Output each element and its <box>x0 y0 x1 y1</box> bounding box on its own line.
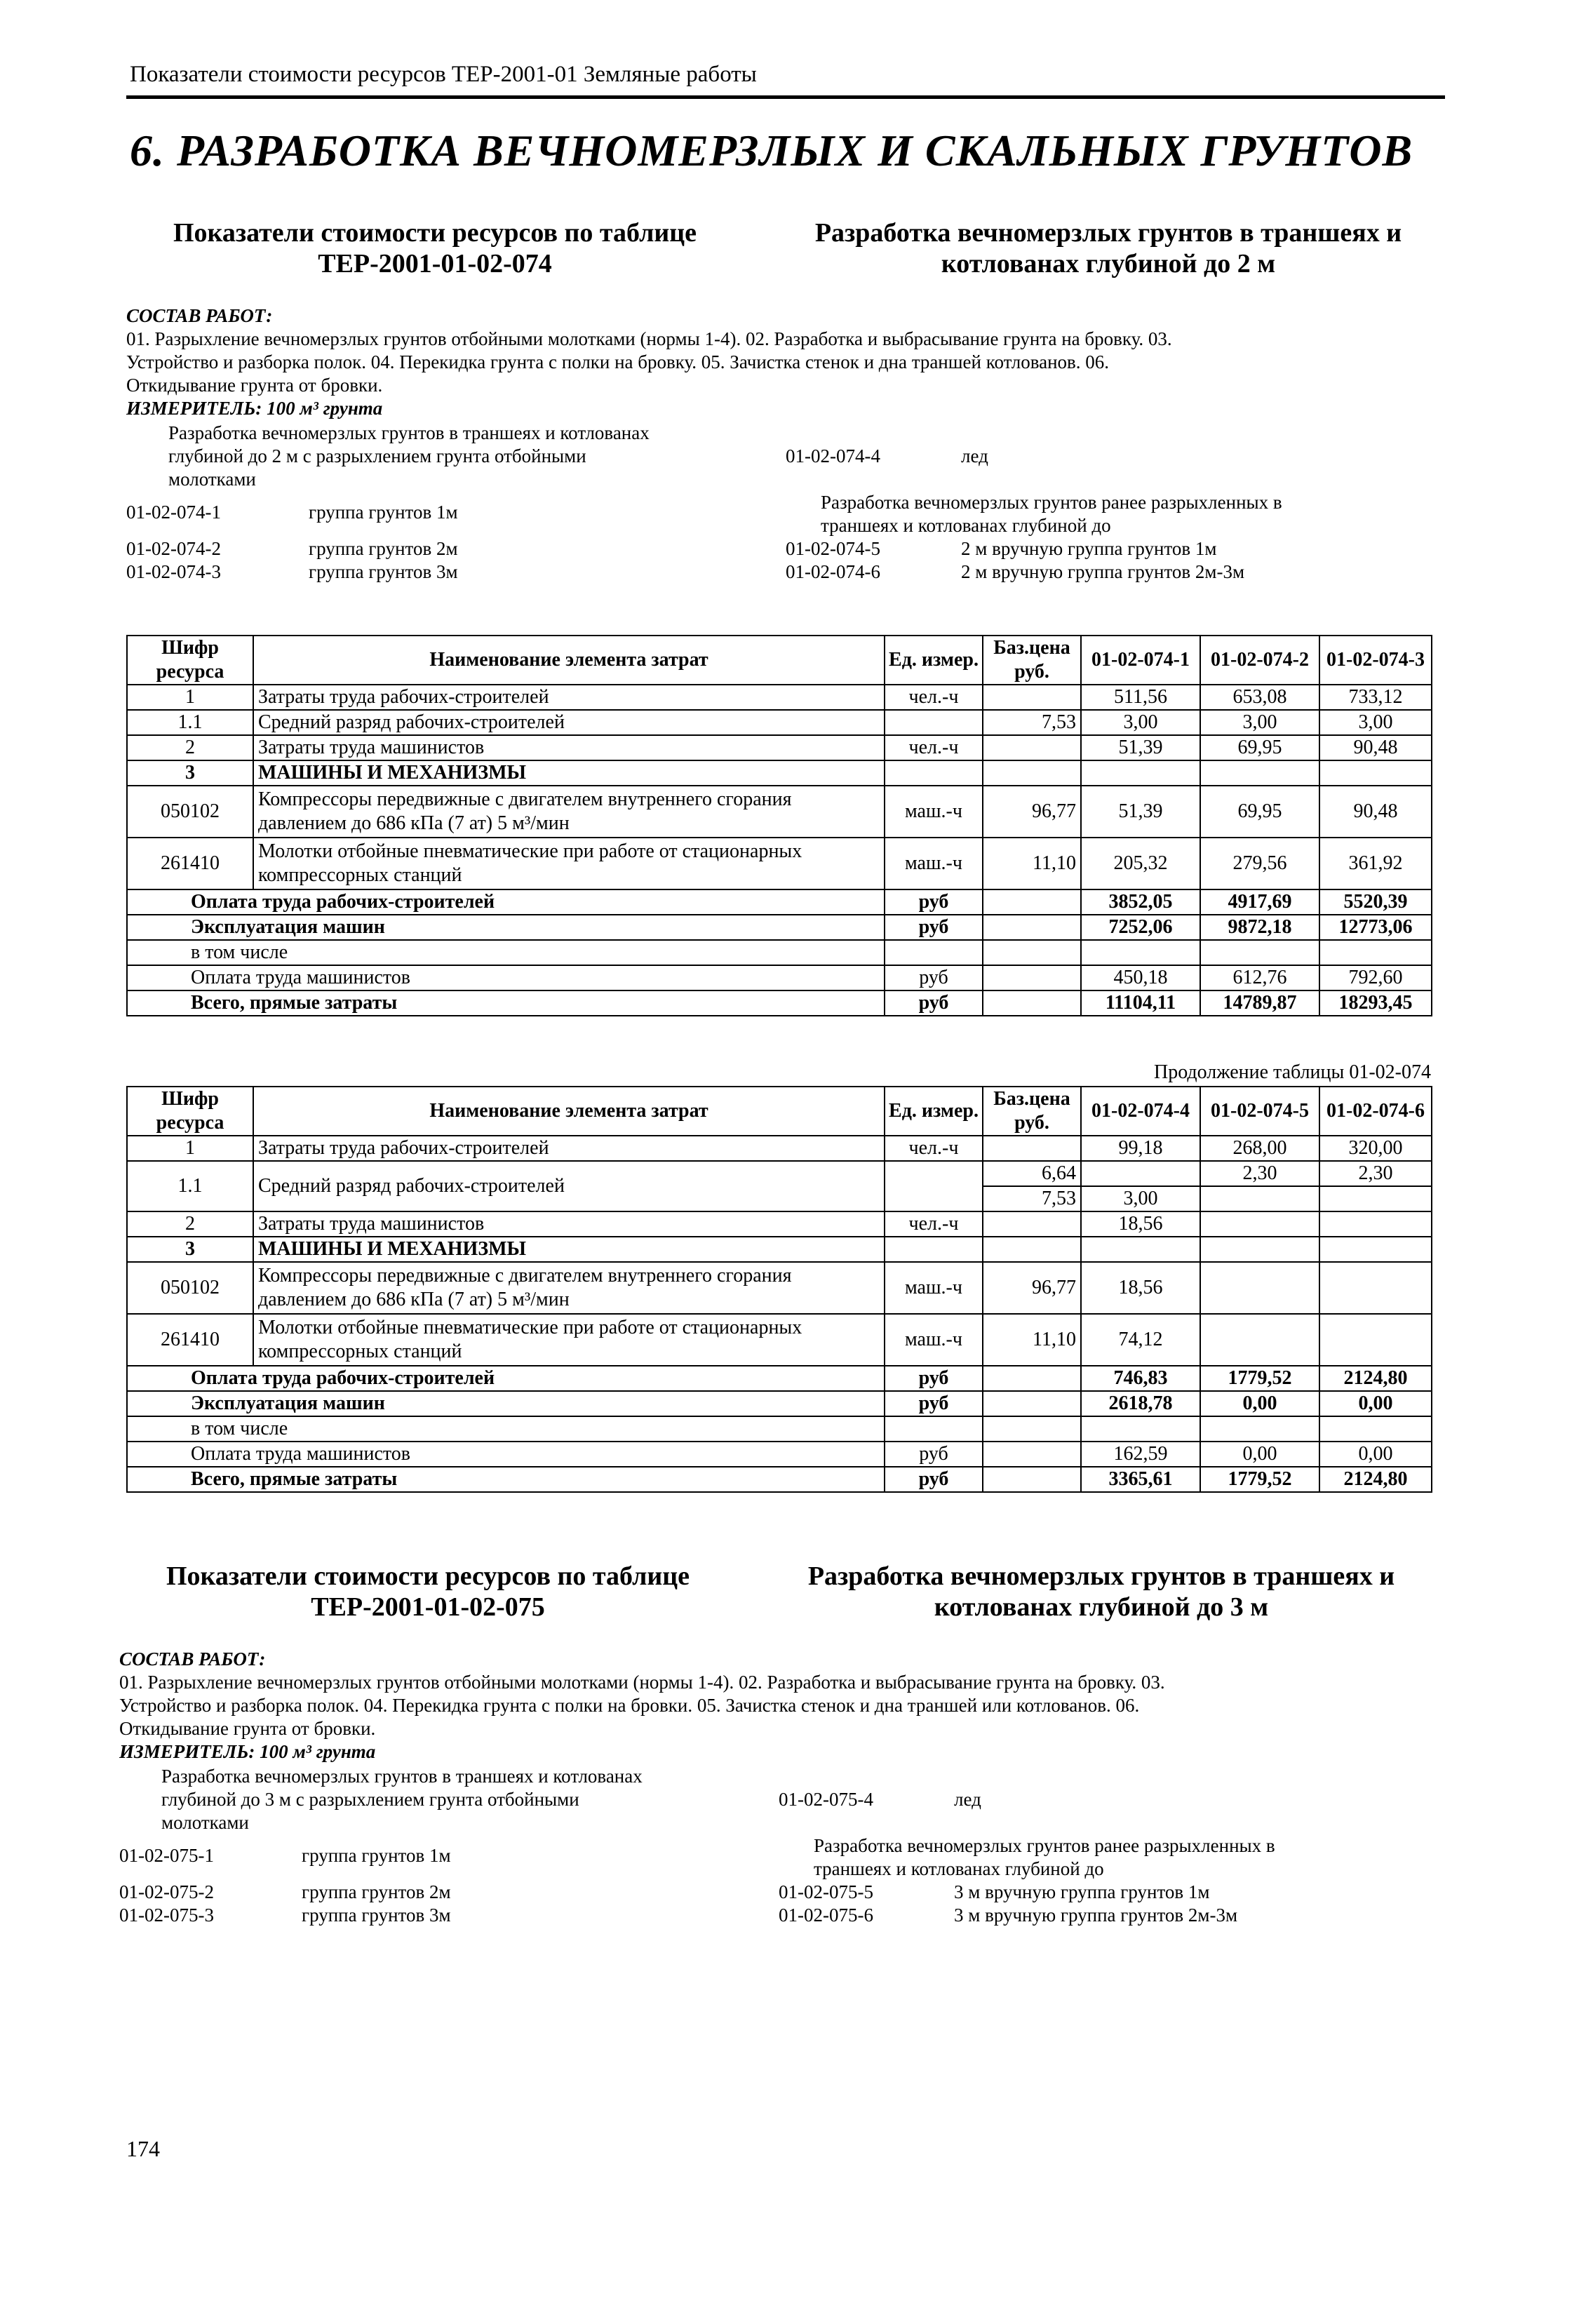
section-heading <box>126 217 1445 279</box>
norm-code: 01-02-075-5 <box>779 1881 873 1902</box>
norm-text: 2 м вручную группа грунтов 2м-3м <box>961 561 1245 582</box>
code-cell: 261410 <box>127 838 253 889</box>
norm-text: 3 м вручную группа грунтов 2м-3м <box>954 1905 1238 1926</box>
table-row <box>127 1136 1432 1161</box>
value-cell <box>1200 1416 1319 1442</box>
value-cell: 162,59 <box>1081 1442 1200 1467</box>
value-cell: 7252,06 <box>1081 915 1200 940</box>
price-cell: 11,10 <box>983 1314 1081 1366</box>
intro-line: Разработка вечномерзлых грунтов в траншеях и котлованах <box>161 1766 643 1787</box>
norm-text: группа грунтов 2м <box>309 538 458 559</box>
heading-line: Показатели стоимости ресурсов по таблице <box>166 1561 690 1591</box>
value-cell: 2124,80 <box>1319 1467 1432 1492</box>
heading-line: котлованах глубиной до 2 м <box>941 249 1276 278</box>
value-cell <box>1319 1416 1432 1442</box>
unit-cell: руб <box>885 1442 983 1467</box>
value-cell: 5520,39 <box>1319 889 1432 915</box>
name-cell: Молотки отбойные пневматические при работе от стационарных компрессорных станций <box>253 1314 885 1366</box>
total-name: в том числе <box>127 1416 885 1442</box>
norm-code: 01-02-075-6 <box>779 1905 873 1926</box>
table-row-total <box>127 915 1432 940</box>
price-cell <box>983 1136 1081 1161</box>
intro-line: глубиной до 3 м с разрыхлением грунта отбойными <box>161 1789 579 1810</box>
norm-text: группа грунтов 1м <box>302 1845 451 1866</box>
code-cell: 2 <box>127 1211 253 1237</box>
right-subheading <box>786 491 1445 537</box>
value-cell: 268,00 <box>1200 1136 1319 1161</box>
table-row-total <box>127 1442 1432 1467</box>
column-header: 01-02-074-3 <box>1319 636 1432 685</box>
price-cell <box>983 1366 1081 1391</box>
value-cell: 746,83 <box>1081 1366 1200 1391</box>
norm-code: 01-02-074-3 <box>126 561 221 582</box>
code-cell: 1.1 <box>127 1161 253 1211</box>
section-heading <box>119 1561 1438 1623</box>
value-cell: 9872,18 <box>1200 915 1319 940</box>
price-cell: 6,64 <box>983 1161 1081 1186</box>
unit-cell <box>885 1237 983 1262</box>
price-cell: 11,10 <box>983 838 1081 889</box>
header-rule <box>126 95 1445 99</box>
intro-line: глубиной до 2 м с разрыхлением грунта отбойными <box>168 445 586 466</box>
table-row <box>127 735 1432 760</box>
composition-text-line: Откидывание грунта от бровки. <box>126 375 383 396</box>
table-row <box>127 1211 1432 1237</box>
norm-code: 01-02-075-3 <box>119 1905 214 1926</box>
column-header: 01-02-074-1 <box>1081 636 1200 685</box>
norm-code: 01-02-074-6 <box>786 561 880 582</box>
subheading-line: Разработка вечномерзлых грунтов ранее разрыхленных в <box>814 1835 1275 1856</box>
value-cell: 3,00 <box>1200 710 1319 735</box>
composition-label: СОСТАВ РАБОТ: <box>126 305 273 326</box>
table-row <box>127 1161 1432 1186</box>
table-row-total <box>127 965 1432 990</box>
value-cell: 51,39 <box>1081 735 1200 760</box>
value-cell <box>1319 1314 1432 1366</box>
value-cell: 0,00 <box>1200 1391 1319 1416</box>
norm-text: 2 м вручную группа грунтов 1м <box>961 538 1217 559</box>
norms-list <box>119 1765 1438 1927</box>
unit-cell <box>885 1416 983 1442</box>
unit-cell: руб <box>885 915 983 940</box>
value-cell: 361,92 <box>1319 838 1432 889</box>
heading-line: Показатели стоимости ресурсов по таблице <box>173 218 697 248</box>
column-header: Ед. измер. <box>885 1087 983 1136</box>
unit-cell: чел.-ч <box>885 1211 983 1237</box>
right-subheading <box>779 1834 1438 1881</box>
name-cell: Средний разряд рабочих-строителей <box>253 1161 885 1211</box>
name-cell: Затраты труда машинистов <box>253 735 885 760</box>
norm-text: группа грунтов 1м <box>309 502 458 523</box>
total-name: Эксплуатация машин <box>127 1391 885 1416</box>
total-name: Всего, прямые затраты <box>127 990 885 1016</box>
table-row-total <box>127 1467 1432 1492</box>
value-cell: 1779,52 <box>1200 1467 1319 1492</box>
work-title-heading <box>772 217 1445 279</box>
value-cell: 14789,87 <box>1200 990 1319 1016</box>
table-row <box>127 838 1432 889</box>
value-cell <box>1081 1161 1200 1186</box>
price-cell: 96,77 <box>983 1262 1081 1314</box>
table-row-total <box>127 889 1432 915</box>
column-header: Шифр ресурса <box>127 1087 253 1136</box>
total-name: Оплата труда рабочих-строителей <box>127 889 885 915</box>
column-header: Баз.цена руб. <box>983 636 1081 685</box>
value-cell: 3365,61 <box>1081 1467 1200 1492</box>
price-cell <box>983 965 1081 990</box>
value-cell: 90,48 <box>1319 786 1432 838</box>
value-cell: 3852,05 <box>1081 889 1200 915</box>
table-row-total <box>127 940 1432 965</box>
unit-cell <box>885 1161 983 1211</box>
composition-text-line: Устройство и разборка полок. 04. Перекидка грунта с полки на бровку. 05. Зачистка стенок и дна траншей котлованов. 06. <box>126 351 1110 372</box>
total-name: Оплата труда рабочих-строителей <box>127 1366 885 1391</box>
code-cell: 2 <box>127 735 253 760</box>
value-cell: 90,48 <box>1319 735 1432 760</box>
price-cell <box>983 1237 1081 1262</box>
column-header: 01-02-074-4 <box>1081 1087 1200 1136</box>
section-074 <box>126 217 1445 584</box>
value-cell: 51,39 <box>1081 786 1200 838</box>
table-row <box>127 685 1432 710</box>
norm-text: лед <box>961 445 988 466</box>
unit-cell: руб <box>885 965 983 990</box>
column-header: Шифр ресурса <box>127 636 253 685</box>
total-name: Оплата труда машинистов <box>127 965 885 990</box>
unit-cell: руб <box>885 889 983 915</box>
price-cell <box>983 760 1081 786</box>
value-cell: 279,56 <box>1200 838 1319 889</box>
value-cell: 3,00 <box>1081 1186 1200 1211</box>
table-caption: Продолжение таблицы 01-02-074 <box>1153 1061 1431 1083</box>
unit-cell: маш.-ч <box>885 1314 983 1366</box>
value-cell: 0,00 <box>1319 1391 1432 1416</box>
norm-code: 01-02-074-4 <box>786 445 880 466</box>
norm-code: 01-02-075-2 <box>119 1881 214 1902</box>
value-cell: 18293,45 <box>1319 990 1432 1016</box>
unit-cell: руб <box>885 1467 983 1492</box>
running-header: Показатели стоимости ресурсов ТЕР-2001-01 Земляные работы <box>130 62 757 87</box>
price-cell <box>983 1442 1081 1467</box>
cost-table <box>126 635 1432 1016</box>
price-cell <box>983 889 1081 915</box>
code-cell: 261410 <box>127 1314 253 1366</box>
norm-text: 3 м вручную группа грунтов 1м <box>954 1881 1210 1902</box>
value-cell: 3,00 <box>1319 710 1432 735</box>
norm-code: 01-02-074-1 <box>126 502 221 523</box>
value-cell: 0,00 <box>1200 1442 1319 1467</box>
value-cell <box>1319 940 1432 965</box>
value-cell <box>1319 1237 1432 1262</box>
value-cell: 2124,80 <box>1319 1366 1432 1391</box>
value-cell <box>1319 1211 1432 1237</box>
value-cell: 733,12 <box>1319 685 1432 710</box>
intro-line: молотками <box>161 1812 249 1833</box>
table-row <box>127 760 1432 786</box>
heading-line: Разработка вечномерзлых грунтов в траншеях и <box>807 1561 1395 1591</box>
value-cell <box>1319 760 1432 786</box>
value-cell: 18,56 <box>1081 1262 1200 1314</box>
name-cell: МАШИНЫ И МЕХАНИЗМЫ <box>253 1237 885 1262</box>
value-cell: 18,56 <box>1081 1211 1200 1237</box>
value-cell: 511,56 <box>1081 685 1200 710</box>
header-row <box>127 636 1432 685</box>
value-cell: 11104,11 <box>1081 990 1200 1016</box>
meter-label: ИЗМЕРИТЕЛЬ: 100 м³ грунта <box>126 398 383 419</box>
value-cell: 320,00 <box>1319 1136 1432 1161</box>
unit-cell <box>885 940 983 965</box>
norm-code: 01-02-074-2 <box>126 538 221 559</box>
value-cell <box>1200 1314 1319 1366</box>
norm-text: лед <box>954 1789 981 1810</box>
value-cell <box>1200 1211 1319 1237</box>
column-header: Ед. измер. <box>885 636 983 685</box>
norm-text: группа грунтов 3м <box>302 1905 451 1926</box>
unit-cell <box>885 710 983 735</box>
price-cell: 7,53 <box>983 1186 1081 1211</box>
norms-list <box>126 422 1445 584</box>
name-cell: Затраты труда рабочих-строителей <box>253 685 885 710</box>
chapter-title: 6. РАЗРАБОТКА ВЕЧНОМЕРЗЛЫХ И СКАЛЬНЫХ ГРУНТОВ <box>130 126 1413 175</box>
total-name: в том числе <box>127 940 885 965</box>
total-name: Всего, прямые затраты <box>127 1467 885 1492</box>
value-cell: 4917,69 <box>1200 889 1319 915</box>
column-header: Наименование элемента затрат <box>253 636 885 685</box>
value-cell: 2618,78 <box>1081 1391 1200 1416</box>
table-row <box>127 1314 1432 1366</box>
intro-line: Разработка вечномерзлых грунтов в траншеях и котлованах <box>168 422 650 443</box>
table-074-part2 <box>126 1059 1432 1493</box>
value-cell <box>1319 1186 1432 1211</box>
subheading-line: траншеях и котлованах глубиной до <box>821 515 1111 536</box>
composition-text-line: 01. Разрыхление вечномерзлых грунтов отбойными молотками (нормы 1-4). 02. Разработка и выбрасывание грунта на бровку. 03. <box>119 1672 1165 1693</box>
value-cell: 69,95 <box>1200 786 1319 838</box>
value-cell: 450,18 <box>1081 965 1200 990</box>
unit-cell: чел.-ч <box>885 685 983 710</box>
unit-cell <box>885 760 983 786</box>
code-cell: 1.1 <box>127 710 253 735</box>
price-cell: 96,77 <box>983 786 1081 838</box>
price-cell <box>983 1467 1081 1492</box>
value-cell: 12773,06 <box>1319 915 1432 940</box>
work-title-heading <box>765 1561 1438 1623</box>
value-cell: 99,18 <box>1081 1136 1200 1161</box>
price-cell <box>983 915 1081 940</box>
table-reference-heading <box>119 1561 737 1623</box>
price-cell <box>983 990 1081 1016</box>
intro-line: молотками <box>168 469 256 490</box>
page-number: 174 <box>126 2136 160 2161</box>
meter-label: ИЗМЕРИТЕЛЬ: 100 м³ грунта <box>119 1741 376 1762</box>
name-cell: МАШИНЫ И МЕХАНИЗМЫ <box>253 760 885 786</box>
norm-code: 01-02-074-5 <box>786 538 880 559</box>
price-cell <box>983 685 1081 710</box>
column-header: 01-02-074-6 <box>1319 1087 1432 1136</box>
value-cell <box>1200 1237 1319 1262</box>
value-cell: 69,95 <box>1200 735 1319 760</box>
name-cell: Затраты труда машинистов <box>253 1211 885 1237</box>
price-cell <box>983 1416 1081 1442</box>
subheading-line: Разработка вечномерзлых грунтов ранее разрыхленных в <box>821 492 1282 513</box>
code-cell: 1 <box>127 1136 253 1161</box>
code-cell: 050102 <box>127 1262 253 1314</box>
value-cell: 2,30 <box>1200 1161 1319 1186</box>
unit-cell: маш.-ч <box>885 786 983 838</box>
name-cell: Молотки отбойные пневматические при работе от стационарных компрессорных станций <box>253 838 885 889</box>
composition-text-line: 01. Разрыхление вечномерзлых грунтов отбойными молотками (нормы 1-4). 02. Разработка и выбрасывание грунта на бровку. 03. <box>126 328 1172 349</box>
heading-line: ТЕР-2001-01-02-075 <box>311 1592 545 1622</box>
value-cell <box>1200 1262 1319 1314</box>
unit-cell: маш.-ч <box>885 1262 983 1314</box>
unit-cell: маш.-ч <box>885 838 983 889</box>
table-row <box>127 786 1432 838</box>
code-cell: 1 <box>127 685 253 710</box>
value-cell: 2,30 <box>1319 1161 1432 1186</box>
price-cell <box>983 1211 1081 1237</box>
composition-text-line: Устройство и разборка полок. 04. Перекидка грунта с полки на бровки. 05. Зачистка стенок и дна траншей или котлованов. 06. <box>119 1695 1140 1716</box>
value-cell <box>1081 1237 1200 1262</box>
value-cell <box>1081 940 1200 965</box>
price-cell <box>983 735 1081 760</box>
intro-left <box>126 422 786 491</box>
column-header: Баз.цена руб. <box>983 1087 1081 1136</box>
code-cell: 3 <box>127 1237 253 1262</box>
table-row-total <box>127 990 1432 1016</box>
name-cell: Затраты труда рабочих-строителей <box>253 1136 885 1161</box>
table-row <box>127 1262 1432 1314</box>
norm-text: группа грунтов 3м <box>309 561 458 582</box>
norm-code: 01-02-075-4 <box>779 1789 873 1810</box>
heading-line: ТЕР-2001-01-02-074 <box>318 249 552 278</box>
value-cell <box>1081 760 1200 786</box>
unit-cell: руб <box>885 1391 983 1416</box>
heading-line: Разработка вечномерзлых грунтов в траншеях и <box>814 218 1402 248</box>
price-cell <box>983 940 1081 965</box>
subheading-line: траншеях и котлованах глубиной до <box>814 1858 1104 1879</box>
table-row-total <box>127 1366 1432 1391</box>
column-header: Наименование элемента затрат <box>253 1087 885 1136</box>
value-cell <box>1200 760 1319 786</box>
unit-cell: руб <box>885 990 983 1016</box>
total-name: Оплата труда машинистов <box>127 1442 885 1467</box>
name-cell: Компрессоры передвижные с двигателем внутреннего сгорания давлением до 686 кПа (7 ат) 5 м³/мин <box>253 1262 885 1314</box>
unit-cell: чел.-ч <box>885 1136 983 1161</box>
heading-line: котлованах глубиной до 3 м <box>934 1592 1269 1622</box>
column-header: 01-02-074-5 <box>1200 1087 1319 1136</box>
value-cell: 205,32 <box>1081 838 1200 889</box>
intro-left <box>119 1765 779 1834</box>
value-cell: 1779,52 <box>1200 1366 1319 1391</box>
norm-code: 01-02-075-1 <box>119 1845 214 1866</box>
code-cell: 050102 <box>127 786 253 838</box>
total-name: Эксплуатация машин <box>127 915 885 940</box>
section-075 <box>119 1561 1438 1927</box>
norm-text: группа грунтов 2м <box>302 1881 451 1902</box>
value-cell <box>1200 1186 1319 1211</box>
value-cell <box>1319 1262 1432 1314</box>
unit-cell: руб <box>885 1366 983 1391</box>
value-cell: 3,00 <box>1081 710 1200 735</box>
header-row <box>127 1087 1432 1136</box>
composition-label: СОСТАВ РАБОТ: <box>119 1648 266 1670</box>
table-row <box>127 1237 1432 1262</box>
composition-text-line: Откидывание грунта от бровки. <box>119 1718 376 1739</box>
table-074-part1 <box>126 635 1432 1016</box>
code-cell: 3 <box>127 760 253 786</box>
value-cell: 653,08 <box>1200 685 1319 710</box>
table-row-total <box>127 1416 1432 1442</box>
table-reference-heading <box>126 217 744 279</box>
value-cell <box>1200 940 1319 965</box>
column-header: 01-02-074-2 <box>1200 636 1319 685</box>
name-cell: Компрессоры передвижные с двигателем внутреннего сгорания давлением до 686 кПа (7 ат) 5 м³/мин <box>253 786 885 838</box>
value-cell <box>1081 1416 1200 1442</box>
price-cell: 7,53 <box>983 710 1081 735</box>
unit-cell: чел.-ч <box>885 735 983 760</box>
name-cell: Средний разряд рабочих-строителей <box>253 710 885 735</box>
value-cell: 74,12 <box>1081 1314 1200 1366</box>
table-row-total <box>127 1391 1432 1416</box>
value-cell: 0,00 <box>1319 1442 1432 1467</box>
table-row <box>127 710 1432 735</box>
value-cell: 612,76 <box>1200 965 1319 990</box>
value-cell: 792,60 <box>1319 965 1432 990</box>
price-cell <box>983 1391 1081 1416</box>
cost-table <box>126 1086 1432 1493</box>
